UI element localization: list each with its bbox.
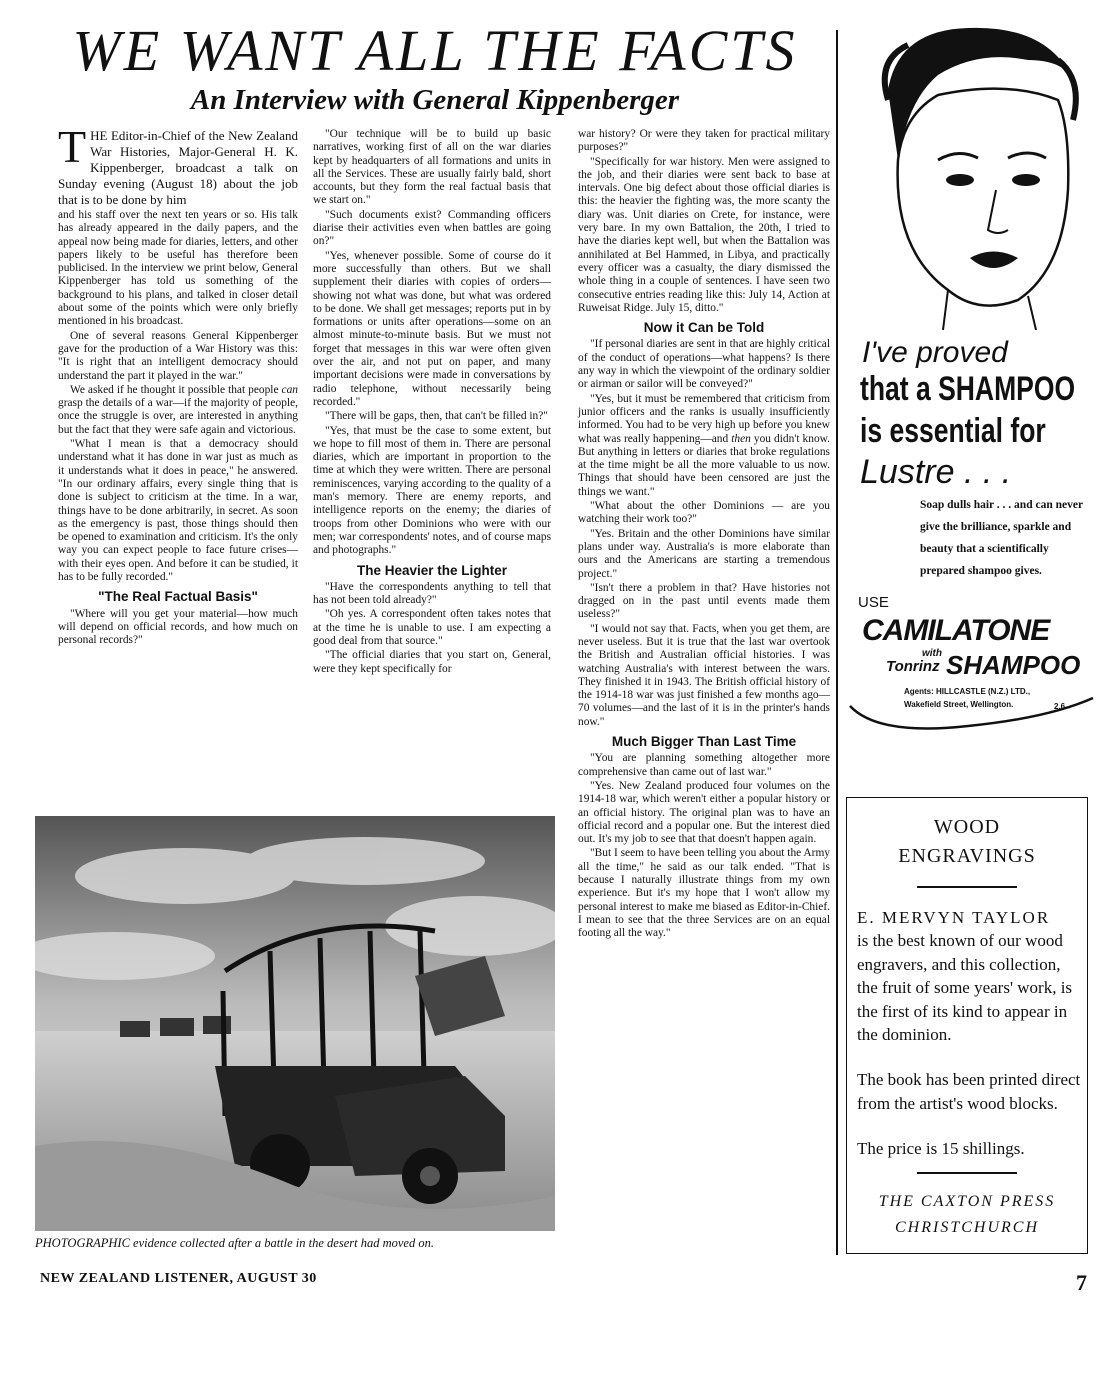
paragraph: "What I mean is that a democracy should understand what it has done in war just as much as it understands what it does in peace," he answered. "In our ordinary affairs, every single thing that is done is subject to criticism at the time. In a war, things have to be done arbitrarily, in secret. As soon as the emergency is past, those things should then be opened to examination and criticism. It's the only way you can expect people to face future crises—with their eyes open. And before it can be studied, it has to be fully recorded." xyxy=(58,438,298,584)
brand-shampoo: SHAMPOO xyxy=(946,650,1081,680)
paragraph: One of several reasons General Kippenberger gave for the production of a War History was this: "It is right that an intelligent democracy should understand the part it played in the war." xyxy=(58,329,298,382)
shampoo-advertisement xyxy=(848,20,1098,760)
subheadline: An Interview with General Kippenberger xyxy=(190,84,680,116)
woman-portrait-illustration xyxy=(858,20,1088,330)
intro-paragraph: THE Editor-in-Chief of the New Zealand War Histories, Major-General H. K. Kippenberger, broadcast a talk on Sunday evening (August 18) about the job that is to be done by him xyxy=(58,121,298,207)
ad-body-1: is the best known of our wood engravers, and this collection, the fruit of some years' work, is the first of its kind to appear in the dominion. xyxy=(857,931,1073,1044)
section-heading: The Heavier the Lighter xyxy=(356,562,508,578)
brand-tonrinz: Tonrinz xyxy=(886,658,940,675)
paragraph: "Where will you get your material—how much will depend on official records, and how much on personal records?" xyxy=(58,607,298,647)
photo-caption: PHOTOGRAPHIC evidence collected after a battle in the desert had moved on. xyxy=(35,1236,434,1250)
drop-cap: T xyxy=(58,121,87,172)
paragraph: "Yes, but it must be remembered that criticism from junior officers and the ranks is usually insufficiently informed. You had to be very high up before you knew what was really happening—and then you didn't know. But anything in letters or diaries that broke regulations at the time might be all the more valuable to us now. Things that should have been censored are just the things we want." xyxy=(578,392,830,498)
headline: WE WANT ALL THE FACTS xyxy=(72,18,798,83)
ad-body-2: The book has been printed direct from the artist's wood blocks. xyxy=(857,1070,1081,1113)
paragraph: "Our technique will be to build up basic narratives, working first of all on the war diaries kept by headquarters of all formations and units in all the Services. These are usually fairly bald, short accounts, but they form the real factual basis that we start on." xyxy=(313,128,551,207)
ad-body: Soap dulls hair . . . and can never give the brilliance, sparkle and beauty that a scientifically prepared shampoo gives. xyxy=(920,499,1083,577)
article-column-1 xyxy=(58,121,298,649)
paragraph: "Yes, that must be the case to some extent, but we hope to fill most of them in. There are personal diaries, which are important in proportion to the time at which they were written. There are personal reminiscences, varying according to the quality of a man's memory. There are enemy reports, and intelligence reports on the enemy; the diaries of troops from other Dominions who were with our men; war correspondents' notes, and of course maps and photographs." xyxy=(313,424,551,557)
wood-engravings-advertisement xyxy=(846,797,1088,1254)
ad-address: Wakefield Street, Wellington. xyxy=(904,700,1014,709)
page-number: 7 xyxy=(1076,1270,1087,1295)
ad-headline-4: Lustre . . . xyxy=(860,453,1012,491)
section-heading: Now it Can be Told xyxy=(643,320,765,336)
paragraph: "Isn't there a problem in that? Have histories not dragged on in the past until events made them useless?" xyxy=(578,581,830,621)
section-heading: "The Real Factual Basis" xyxy=(98,589,258,605)
column-divider xyxy=(836,30,838,1255)
paragraph: "Yes, whenever possible. Some of course do it more successfully than others. But we shall supplement their diaries with copies of orders—showing not what was done, but what was ordered to be done. We shall get messages; reports put in by formations or units after operations—some on an almost minute-to-minute basis. But we must not forget that messages in this war were often given over the air, and not put on paper, and many important decisions were made in conversations by radio telephone, without necessarily being recorded." xyxy=(313,249,551,408)
publication-footer: NEW ZEALAND LISTENER, AUGUST 30 xyxy=(40,1271,317,1286)
brand-with: with xyxy=(922,648,942,659)
publisher-city: CHRISTCHURCH xyxy=(894,1219,1039,1236)
author-name: E. MERVYN TAYLOR xyxy=(857,908,1051,927)
paragraph: "Yes. New Zealand produced four volumes on the 1914-18 war, which weren't either a popular history or an official history. The original plan was to have an official record and a popular one. But the interest died out. It's my job to see that that doesn't happen again. xyxy=(578,779,830,846)
ad-use-label: USE xyxy=(858,594,889,611)
paragraph: "Specifically for war history. Men were assigned to the job, and their diaries were sent back to base at intervals. One big defect about those official diaries is this: the heavier the fighting was, the more scanty the diary was. Unit diaries on Crete, for instance, were very bare. In my own Battalion, the 20th, I tried to have the diaries kept well, but when the Battalion was annihilated at Bel Hammed, in Libya, and practically every officer was a casualty, the diary dismissed the whole thing in a couple of sentences. I have seen two consecutive entries reading like this: July 14, Action at Ruweisat Ridge. July 15, ditto." xyxy=(578,155,830,314)
ad-divider xyxy=(917,886,1017,888)
paragraph: "The official diaries that you start on, General, were they kept specifically for xyxy=(313,649,551,675)
ad-code: 2.6 xyxy=(1054,702,1066,711)
paragraph: "But I seem to have been telling you about the Army all the time," he said as our talk ended. "That is because I naturally illustrate things from my own experience. But it's my hope that I won't allow my personal interest to make me biased as Editor-in-Chief. I mean to see that the three Services are on an equal footing all the way." xyxy=(578,847,831,940)
paragraph: war history? Or were they taken for practical military purposes?" xyxy=(578,128,830,154)
article-column-2 xyxy=(313,128,551,677)
swoosh-decoration xyxy=(848,696,1098,736)
section-heading: Much Bigger Than Last Time xyxy=(611,734,797,750)
paragraph: "Such documents exist? Commanding officers diarise their activities even when battles are going on?" xyxy=(313,208,551,248)
paragraph: "There will be gaps, then, that can't be filled in?" xyxy=(325,410,548,423)
publisher-name: THE CAXTON PRESS xyxy=(878,1193,1056,1210)
article-column-3 xyxy=(578,128,830,942)
paragraph: "What about the other Dominions — are you watching their work too?" xyxy=(578,500,830,526)
ad-price: The price is 15 shillings. xyxy=(857,1139,1025,1158)
paragraph: "Yes. Britain and the other Dominions have similar plans under way. Australia's is more elaborate than ours and the Americans are starting a tremendous project." xyxy=(578,527,830,580)
ad-title-2: ENGRAVINGS xyxy=(898,845,1036,867)
paragraph: We asked if he thought it possible that people can grasp the details of a war—if the majority of people, once the struggle is over, are interested in anything but the fact that they were safe again and victorious. xyxy=(58,383,298,436)
ad-headline-2: that a SHAMPOO xyxy=(860,370,1076,408)
paragraph: "You are planning something altogether more comprehensive than came out of last war." xyxy=(578,752,830,778)
ad-agents: Agents: HILLCASTLE (N.Z.) LTD., xyxy=(904,687,1031,696)
ad-divider xyxy=(917,1172,1017,1174)
brand-name: CAMILATONE xyxy=(862,614,1050,647)
paragraph: "Have the correspondents anything to tell that has not been told already?" xyxy=(313,580,551,607)
ad-headline-3: is essential for xyxy=(860,412,1046,450)
ad-headline-1: I've proved xyxy=(862,336,1008,369)
photo-illustration xyxy=(35,816,555,1231)
desert-truck-photo xyxy=(35,816,555,1231)
ad-title-1: WOOD xyxy=(933,816,1001,838)
intro-paragraph-cont: and his staff over the next ten years or so. His talk has already appeared in the daily papers, and the appeal now being made for diaries, letters, and other papers likely to be useful has therefore been publicised. In the interview we print below, General Kippenberger has told us something of the background to his plans, and talked in closer detail about some of the points which were only briefly mentioned in his broadcast. xyxy=(58,209,298,328)
paragraph: "I would not say that. Facts, when you get them, are never useless. But it is true that the last war overtook the British and Australian official histories. I was watching Australia's with interest between the wars. They finished it in 1943. The British official history of the 1914-18 war was just finished a few months ago—70 volumes—and the last of it is in the printer's hands now." xyxy=(578,622,830,728)
paragraph: "If personal diaries are sent in that are highly critical of the conduct of operations—what happens? Is there any way in which the viewpoint of the ordinary soldier or airman or sailor will be conveyed?" xyxy=(578,338,830,391)
paragraph: "Oh yes. A correspondent often takes notes that at the time he is unable to use. I am expecting a good deal from that source." xyxy=(313,608,551,647)
